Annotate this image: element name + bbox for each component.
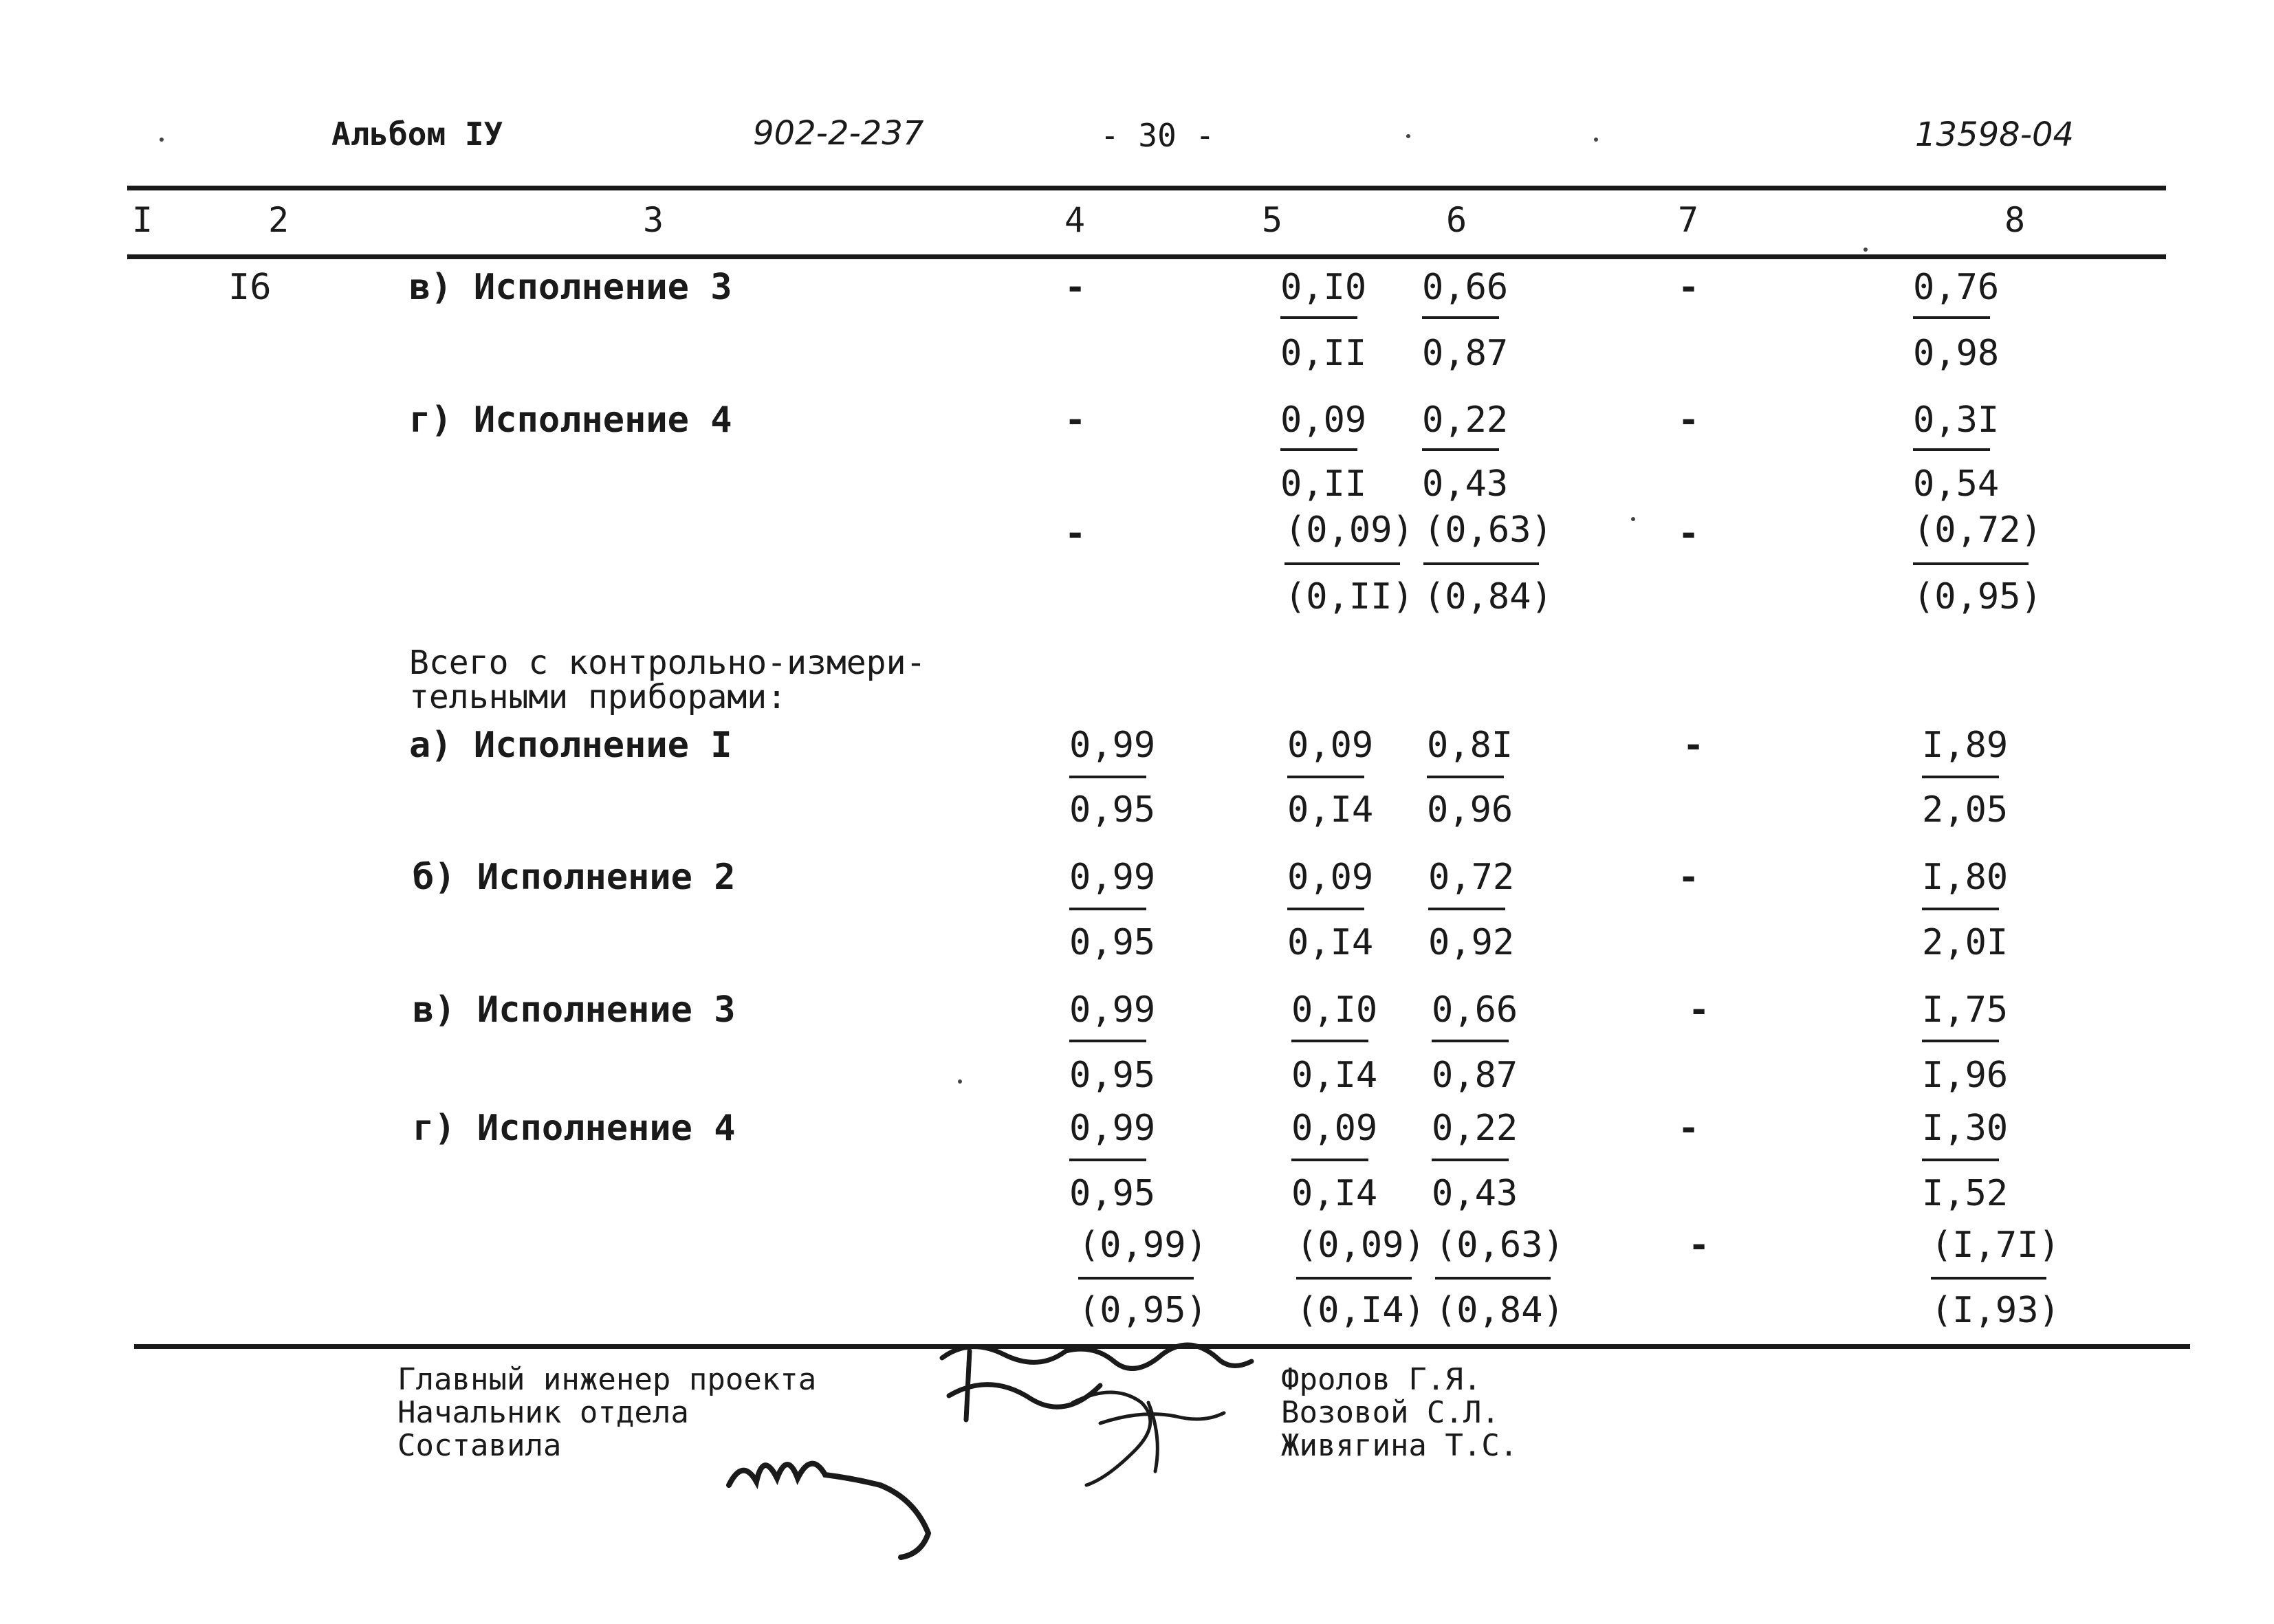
role-department-head: Начальник отдела — [397, 1395, 689, 1430]
row-label: г) Исполнение 4 — [409, 399, 732, 441]
value-col5-bottom: 0,I4 — [1291, 1173, 1378, 1214]
value-col5-top: 0,I0 — [1291, 989, 1378, 1031]
fraction-rule — [1287, 908, 1364, 910]
value-col8-top: (I,7I) — [1931, 1225, 2060, 1266]
column-header-2: 2 — [268, 200, 289, 240]
value-col5-top: 0,09 — [1291, 1108, 1378, 1149]
column-header-rule — [127, 254, 2166, 259]
value-col6-bottom: 0,92 — [1428, 922, 1515, 963]
value-col4-top: 0,99 — [1069, 1108, 1156, 1149]
dash-col7: - — [1678, 399, 1700, 441]
dash-col7: - — [1678, 513, 1700, 554]
value-col6-top: 0,72 — [1428, 857, 1515, 898]
value-col6-bottom: (0,84) — [1423, 576, 1553, 617]
totals-heading-cont: тельными приборами: — [409, 678, 787, 716]
value-col4-bottom: 0,95 — [1069, 922, 1156, 963]
row-number: I6 — [228, 267, 272, 308]
value-col5-top: (0,09) — [1296, 1225, 1425, 1266]
row-label: б) Исполнение 2 — [413, 857, 736, 898]
value-col8-top: I,80 — [1922, 857, 2009, 898]
document-code: 13598-04 — [1915, 116, 2075, 154]
dash-col7: - — [1678, 857, 1700, 898]
value-col8-bottom: 2,05 — [1922, 789, 2009, 831]
row-label: а) Исполнение I — [409, 725, 732, 766]
fraction-rule — [1913, 562, 2029, 565]
fraction-rule — [1432, 1040, 1509, 1042]
fraction-rule — [1423, 562, 1539, 565]
dash-col7: - — [1683, 725, 1705, 766]
value-col5-bottom: 0,I4 — [1291, 1055, 1378, 1096]
column-header-3: 3 — [643, 200, 664, 240]
value-col6-top: (0,63) — [1435, 1225, 1564, 1266]
value-col6-bottom: 0,43 — [1432, 1173, 1518, 1214]
value-col8-top: 0,3I — [1913, 399, 2000, 441]
value-col6-bottom: 0,87 — [1422, 333, 1509, 374]
value-col5-bottom: (0,I4) — [1296, 1290, 1425, 1331]
column-header-6: 6 — [1446, 200, 1467, 240]
column-header-7: 7 — [1678, 200, 1699, 240]
value-col5-top: 0,09 — [1280, 399, 1367, 441]
dash-col7: - — [1688, 1225, 1710, 1266]
scan-speck — [1594, 138, 1598, 142]
value-col8-bottom: (0,95) — [1913, 576, 2042, 617]
signature-compiler — [715, 1430, 949, 1561]
name-department-head: Возовой С.Л. — [1281, 1395, 1500, 1430]
value-col5-top: 0,09 — [1287, 725, 1374, 766]
dash-col4: - — [1064, 513, 1086, 554]
fraction-rule — [1913, 448, 1990, 451]
value-col5-bottom: 0,II — [1280, 463, 1367, 505]
fraction-rule — [1428, 908, 1505, 910]
fraction-rule — [1435, 1277, 1551, 1280]
value-col5-bottom: 0,I4 — [1287, 789, 1374, 831]
scan-speck — [1631, 517, 1635, 521]
value-col5-top: (0,09) — [1284, 509, 1414, 551]
signature-department-head — [1059, 1375, 1238, 1499]
value-col6-bottom: (0,84) — [1435, 1290, 1564, 1331]
value-col5-top: 0,I0 — [1280, 267, 1367, 308]
album-label: Альбом IУ — [331, 116, 503, 153]
fraction-rule — [1422, 316, 1499, 319]
value-col8-bottom: 2,0I — [1922, 922, 2009, 963]
dash-col4: - — [1064, 399, 1086, 441]
fraction-rule — [1291, 1159, 1368, 1161]
fraction-rule — [1069, 776, 1146, 778]
fraction-rule — [1287, 776, 1364, 778]
dash-col4: - — [1064, 267, 1086, 308]
scan-speck — [1406, 134, 1410, 138]
dash-col7: - — [1688, 989, 1710, 1031]
fraction-rule — [1922, 776, 1999, 778]
value-col8-bottom: 0,98 — [1913, 333, 2000, 374]
value-col8-top: 0,76 — [1913, 267, 2000, 308]
column-header-1: I — [132, 200, 153, 240]
value-col4-top: 0,99 — [1069, 989, 1156, 1031]
value-col6-bottom: 0,43 — [1422, 463, 1509, 505]
scan-speck — [1863, 248, 1868, 252]
value-col8-bottom: I,96 — [1922, 1055, 2009, 1096]
role-compiled-by: Составила — [397, 1428, 562, 1463]
dash-col7: - — [1678, 1108, 1700, 1149]
value-col6-top: 0,66 — [1432, 989, 1518, 1031]
value-col6-bottom: 0,96 — [1427, 789, 1513, 831]
value-col4-top: 0,99 — [1069, 857, 1156, 898]
fraction-rule — [1069, 1159, 1146, 1161]
fraction-rule — [1291, 1040, 1368, 1042]
value-col6-top: 0,8I — [1427, 725, 1513, 766]
value-col6-top: 0,66 — [1422, 267, 1509, 308]
column-header-4: 4 — [1064, 200, 1086, 240]
value-col4-top: 0,99 — [1069, 725, 1156, 766]
row-label: в) Исполнение 3 — [409, 267, 732, 308]
value-col4-bottom: 0,95 — [1069, 1173, 1156, 1214]
row-label: г) Исполнение 4 — [413, 1108, 736, 1149]
project-number: 902-2-237 — [753, 114, 924, 153]
fraction-rule — [1078, 1277, 1194, 1280]
value-col8-top: I,75 — [1922, 989, 2009, 1031]
name-compiled-by: Живягина Т.С. — [1281, 1428, 1518, 1463]
fraction-rule — [1422, 448, 1499, 451]
fraction-rule — [1280, 448, 1357, 451]
value-col4-bottom: (0,95) — [1078, 1290, 1207, 1331]
fraction-rule — [1922, 908, 1999, 910]
column-header-5: 5 — [1262, 200, 1283, 240]
column-header-8: 8 — [2004, 200, 2026, 240]
table-top-rule — [127, 186, 2166, 190]
totals-heading: Всего с контрольно-измери- — [409, 644, 926, 682]
value-col6-top: 0,22 — [1432, 1108, 1518, 1149]
value-col8-bottom: (I,93) — [1931, 1290, 2060, 1331]
value-col4-bottom: 0,95 — [1069, 1055, 1156, 1096]
value-col5-bottom: 0,I4 — [1287, 922, 1374, 963]
scan-speck — [160, 138, 164, 142]
value-col8-top: (0,72) — [1913, 509, 2042, 551]
fraction-rule — [1922, 1159, 1999, 1161]
value-col4-bottom: 0,95 — [1069, 789, 1156, 831]
value-col5-bottom: (0,II) — [1284, 576, 1414, 617]
dash-col7: - — [1678, 267, 1700, 308]
fraction-rule — [1280, 316, 1357, 319]
value-col4-top: (0,99) — [1078, 1225, 1207, 1266]
value-col8-bottom: I,52 — [1922, 1173, 2009, 1214]
page-number: - 30 - — [1100, 117, 1215, 154]
value-col8-top: I,89 — [1922, 725, 2009, 766]
scan-speck — [958, 1079, 962, 1084]
value-col6-top: (0,63) — [1423, 509, 1553, 551]
value-col5-bottom: 0,II — [1280, 333, 1367, 374]
fraction-rule — [1284, 562, 1400, 565]
fraction-rule — [1432, 1159, 1509, 1161]
fraction-rule — [1427, 776, 1504, 778]
fraction-rule — [1931, 1277, 2046, 1280]
value-col8-bottom: 0,54 — [1913, 463, 2000, 505]
fraction-rule — [1069, 1040, 1146, 1042]
name-chief-engineer: Фролов Г.Я. — [1281, 1362, 1482, 1397]
role-chief-engineer: Главный инженер проекта — [397, 1362, 817, 1397]
value-col6-top: 0,22 — [1422, 399, 1509, 441]
fraction-rule — [1069, 908, 1146, 910]
row-label: в) Исполнение 3 — [413, 989, 736, 1031]
fraction-rule — [1922, 1040, 1999, 1042]
value-col5-top: 0,09 — [1287, 857, 1374, 898]
value-col6-bottom: 0,87 — [1432, 1055, 1518, 1096]
fraction-rule — [1296, 1277, 1412, 1280]
value-col8-top: I,30 — [1922, 1108, 2009, 1149]
fraction-rule — [1913, 316, 1990, 319]
